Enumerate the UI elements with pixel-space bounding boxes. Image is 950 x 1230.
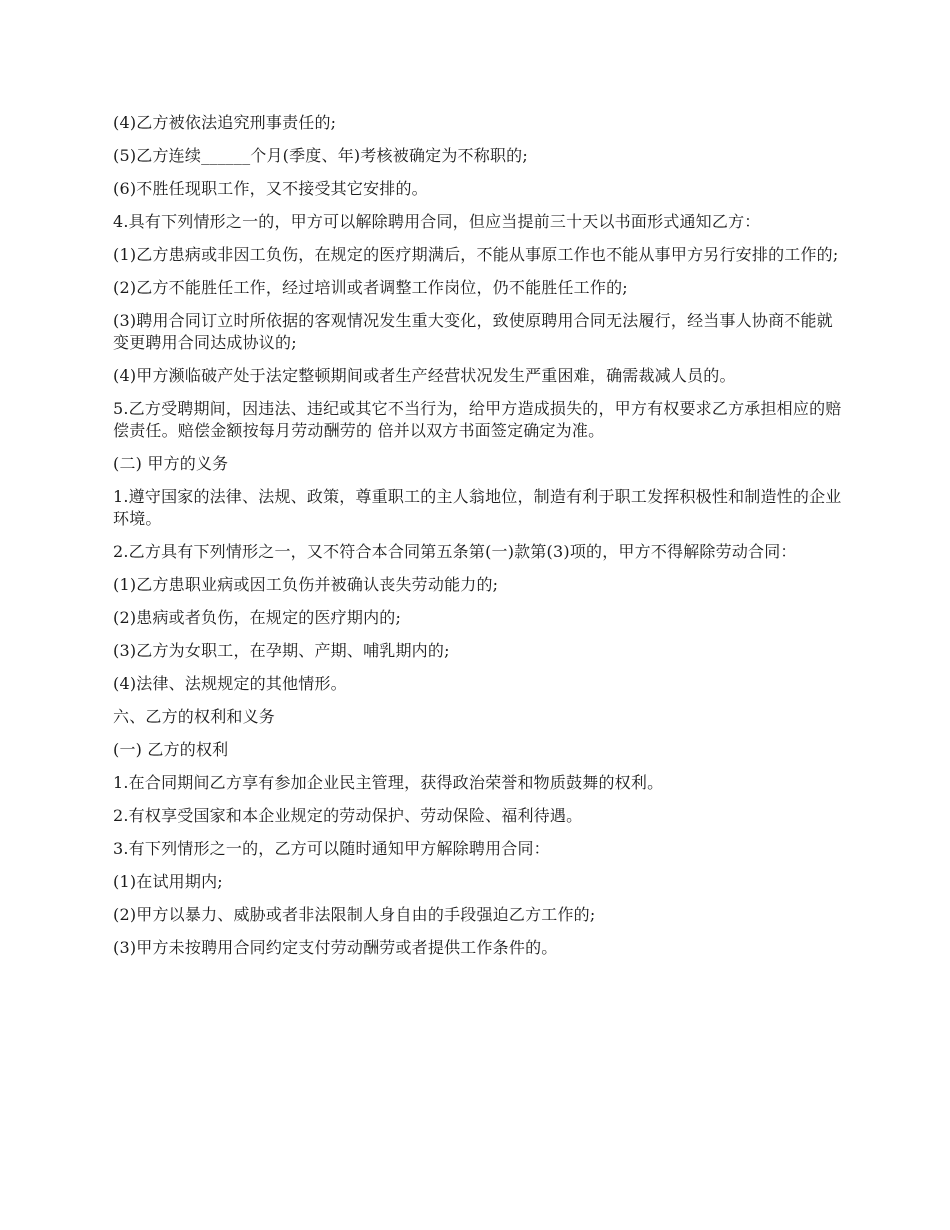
- paragraph: (4)乙方被依法追究刑事责任的;: [113, 113, 337, 132]
- section-heading: (二) 甲方的义务: [113, 454, 229, 473]
- paragraph: 2.乙方具有下列情形之一，又不符合本合同第五条第(一)款第(3)项的，甲方不得解除劳动合同：: [113, 542, 797, 561]
- paragraph: (4)法律、法规规定的其他情形。: [113, 674, 347, 693]
- paragraph: (1)在试用期内;: [113, 872, 223, 891]
- paragraph: (3)聘用合同订立时所依据的客观情况发生重大变化，致使原聘用合同无法履行，经当事人协商不能就变更聘用合同达成协议的;: [113, 311, 833, 352]
- paragraph: 4.具有下列情形之一的，甲方可以解除聘用合同，但应当提前三十天以书面形式通知乙方：: [113, 212, 761, 231]
- paragraph: 3.有下列情形之一的，乙方可以随时通知甲方解除聘用合同：: [113, 839, 550, 858]
- paragraph: (2)乙方不能胜任工作，经过培训或者调整工作岗位，仍不能胜任工作的;: [113, 278, 628, 297]
- paragraph: (2)患病或者负伤，在规定的医疗期内的;: [113, 608, 402, 627]
- paragraph: (1)乙方患病或非因工负伤，在规定的医疗期满后，不能从事原工作也不能从事甲方另行安排的工作的;: [113, 245, 839, 264]
- paragraph: (6)不胜任现职工作，又不接受其它安排的。: [113, 179, 428, 198]
- section-heading: 六、乙方的权利和义务: [113, 707, 276, 726]
- paragraph: 1.在合同期间乙方享有参加企业民主管理，获得政治荣誉和物质鼓舞的权利。: [113, 773, 664, 792]
- paragraph: (3)乙方为女职工，在孕期、产期、哺乳期内的;: [113, 641, 450, 660]
- paragraph: (3)甲方未按聘用合同约定支付劳动酬劳或者提供工作条件的。: [113, 938, 558, 957]
- document-body: [113, 112, 843, 970]
- paragraph: (5)乙方连续______个月(季度、年)考核被确定为不称职的;: [113, 146, 528, 165]
- paragraph: 1.遵守国家的法律、法规、政策，尊重职工的主人翁地位，制造有利于职工发挥积极性和制造性的企业环境。: [113, 487, 842, 528]
- paragraph: 2.有权享受国家和本企业规定的劳动保护、劳动保险、福利待遇。: [113, 806, 583, 825]
- section-heading: (一) 乙方的权利: [113, 740, 229, 759]
- paragraph: (1)乙方患职业病或因工负伤并被确认丧失劳动能力的;: [113, 575, 499, 594]
- paragraph: (4)甲方濒临破产处于法定整顿期间或者生产经营状况发生严重困难，确需裁减人员的。: [113, 366, 736, 385]
- paragraph: (2)甲方以暴力、威胁或者非法限制人身自由的手段强迫乙方工作的;: [113, 905, 596, 924]
- paragraph: 5.乙方受聘期间，因违法、违纪或其它不当行为，给甲方造成损失的，甲方有权要求乙方承担相应的赔偿责任。赔偿金额按每月劳动酬劳的 倍并以双方书面签定确定为准。: [113, 399, 842, 440]
